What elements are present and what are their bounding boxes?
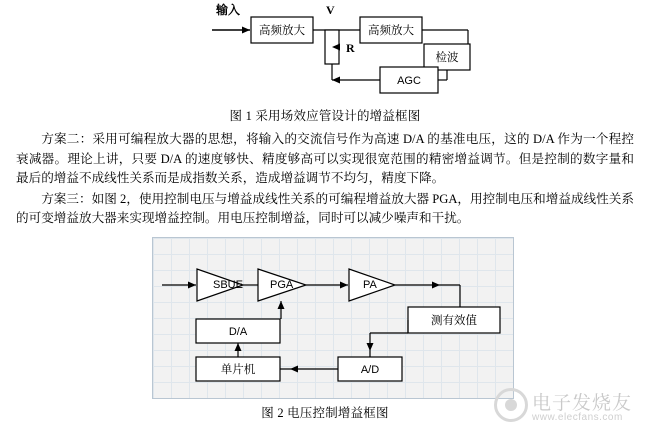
figure2-triangle-sbue-label: SBUE bbox=[213, 278, 243, 291]
figure-1-caption: 图 1 采用场效应管设计的增益框图 bbox=[229, 109, 421, 123]
paragraph-scheme-3: 方案三：如图 2，使用控制电压与增益成线性关系的可编程增益放大器 PGA，用控制电压和增益成线性关系的可变增益放大器来实现增益控制。用电压控制增益，同时可以减少噪声和干扰。 bbox=[16, 191, 634, 225]
figure-1-diagram bbox=[0, 0, 650, 104]
figure2-block-mcu-label: 单片机 bbox=[220, 363, 256, 376]
figure-1 bbox=[0, 0, 650, 104]
paragraph-scheme-2: 方案二：采用可编程放大器的思想，将输入的交流信号作为高速 D/A 的基准电压，这的 D/A 作为一个程控衰减器。理论上讲，只要 D/A 的速度够快、精度够高可以实现很宽范围的精密增益调节。但是控制的数字量和最后的增益不成线性关系而是成指数关系，造成增益调节不均匀，精度下降。 bbox=[16, 132, 634, 185]
watermark-sub-text: www.elecfans.com bbox=[532, 412, 623, 423]
figure2-block-rms-label: 测有效值 bbox=[431, 314, 477, 327]
figure2-block-da-label: D/A bbox=[228, 325, 248, 338]
figure1-resistor-label: R bbox=[346, 41, 355, 55]
figure2-triangle-pa-label: PA bbox=[363, 278, 377, 291]
watermark-main-text: 电子发烧友 bbox=[532, 393, 633, 414]
figure1-node-label: V bbox=[326, 3, 335, 17]
body-text bbox=[16, 130, 634, 229]
figure2-block-ad-label: A/D bbox=[360, 363, 380, 376]
figure-2-diagram bbox=[0, 235, 650, 401]
figure1-input-label: 输入 bbox=[216, 3, 241, 17]
figure1-block-detector-label: 检波 bbox=[435, 52, 459, 64]
figure-2-caption: 图 2 电压控制增益框图 bbox=[261, 405, 389, 420]
figure2-triangle-pga-label: PGA bbox=[270, 278, 294, 291]
figure-2 bbox=[0, 235, 650, 401]
figure1-block-amp2-label: 高频放大 bbox=[368, 25, 414, 37]
figure1-block-amp1-label: 高频放大 bbox=[259, 25, 305, 37]
figure1-block-agc-label: AGC bbox=[397, 75, 421, 87]
